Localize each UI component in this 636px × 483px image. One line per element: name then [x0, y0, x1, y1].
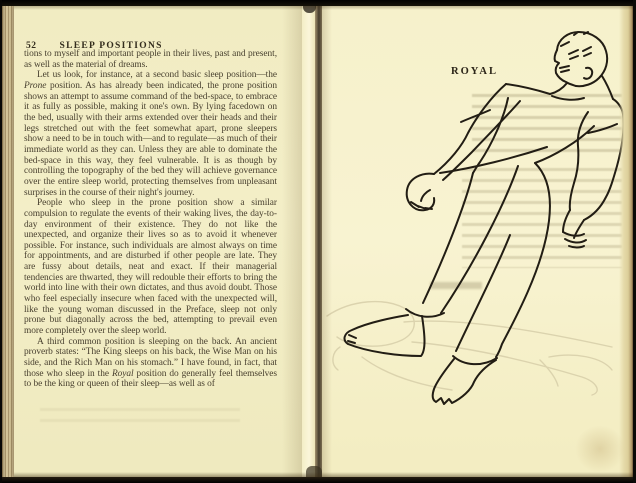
body-paragraph: A third common position is sleeping on the back. An ancient proverb states: “The King sleeps on his back, the Wise Man on his side, and the Rich Man on his stomach.” I have found, in fact, that those who sleep in the Royal position do generally feel themselves to be the king or queen of their sleep—as well as of	[24, 336, 277, 390]
photo-frame	[0, 0, 636, 6]
page-edge-right	[619, 6, 633, 477]
running-head: SLEEP POSITIONS	[59, 41, 163, 51]
body-paragraph: tions to myself and important people in their lives, past and present, as well as the material of dreams.	[24, 49, 277, 70]
page-stain	[575, 425, 625, 473]
body-paragraph: People who sleep in the prone position show a similar compulsion to regulate the events of their waking lives, the day-to-day environment of their existence. They do not like the unexpected, and organize their lives so as to avoid it whenever possible. For instance, such individuals are almost always on time for appointments, and are disturbed if other people are late. They are fussy about details, neat and exact. If their managerial tendencies are thwarted, they will redouble their efforts to bring the world into line with their own dictates, and thus avoid doubt. Those who feel especially insecure when faced with the unexpected will, like the young woman discussed in the Preface, sleep not only prone but diagonally across the bed, attempting to prevail even more completely over the sleep world.	[24, 198, 277, 337]
illustration-plate	[322, 6, 633, 477]
royal-position-illustration	[322, 6, 633, 477]
photo-frame	[0, 477, 636, 483]
gutter-shadow	[282, 6, 302, 477]
body-paragraph: Let us look, for instance, at a second basic sleep position—the Prone position. As has already been indicated, the prone position shows an attempt to assume command of the bed-space, to embrace it as fully as possible, making it one's own. By lying facedown on the bed, usually with their arms extended over their heads and their legs stretched out with the feet somewhat apart, prone sleepers show a need to be in touch with—and to regulate—as much of their immediate world as they can. Unless they are able to dominate the bed-space in this way, they feel vulnerable. It is as though by controlling the topography of the bed they will achieve governance over the entire sleep world, protecting themselves from unpleasant surprises in the course of their night's journey.	[24, 70, 277, 198]
gutter-line	[315, 6, 322, 477]
page-number: 52	[26, 41, 37, 51]
gutter-shadow	[322, 6, 332, 477]
body-text-column	[24, 49, 277, 390]
figure-label: ROYAL	[451, 66, 498, 77]
photo-frame	[0, 0, 2, 483]
book-page-edges	[2, 5, 14, 478]
gutter-highlight	[302, 6, 315, 477]
edge-shadow	[14, 6, 633, 10]
